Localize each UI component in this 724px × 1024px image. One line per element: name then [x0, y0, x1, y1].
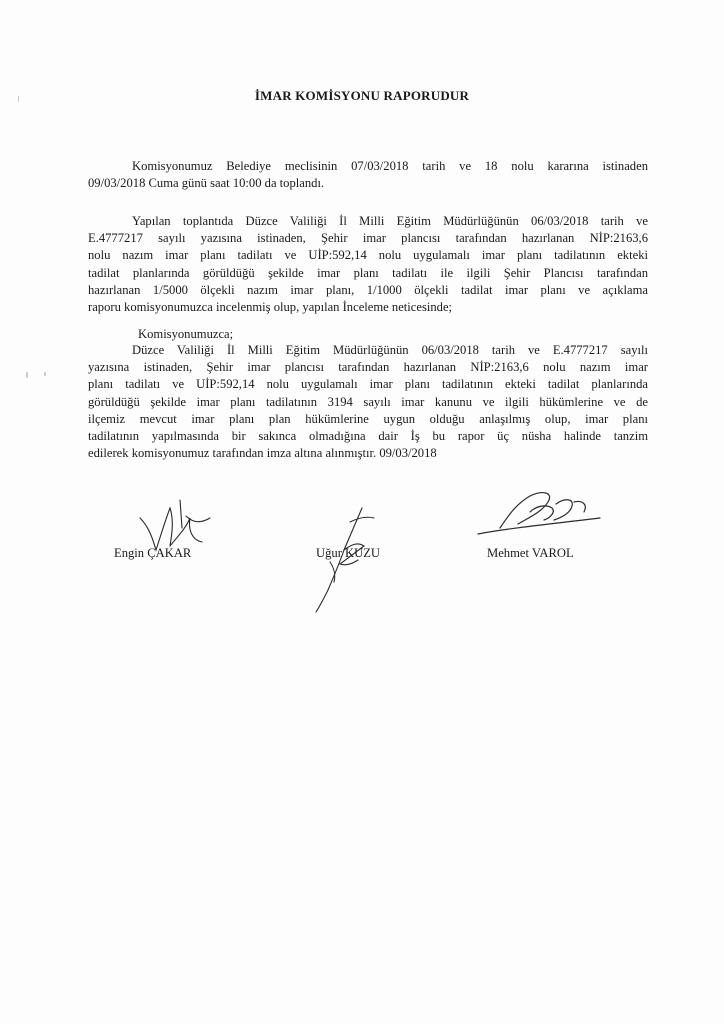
paragraph-line: Komisyonumuz Belediye meclisinin 07/03/2018 tarih ve 18 nolu kararına istinaden: [132, 159, 648, 173]
paragraph-line: ilçemiz mevcut imar planı plan hükümlerine uygun olduğu anlaşılmış olup, imar planı: [88, 411, 648, 426]
signatory-name: Uğur KUZU: [316, 546, 381, 560]
signature-mehmet-varol: [470, 482, 610, 542]
paragraph-line: E.4777217 sayılı yazısına istinaden, Şehir imar plancısı tarafından hazırlanan NİP:2163,6: [88, 231, 648, 246]
paragraph-line: 09/03/2018 Cuma günü saat 10:00 da toplandı.: [88, 176, 325, 191]
scan-speck: [26, 372, 28, 378]
paragraph-line: Komisyonumuzca;: [138, 327, 234, 341]
paragraph-review: [88, 213, 648, 316]
paragraph-line: hazırlanan 1/5000 ölçekli nazım imar planı, 1/1000 ölçekli tadilat imar planı ve açıklama: [88, 282, 648, 297]
paragraph-line: raporu komisyonumuzca incelenmiş olup, yapılan İnceleme neticesinde;: [88, 300, 453, 315]
paragraph-line: Düzce Valiliği İl Milli Eğitim Müdürlüğünün 06/03/2018 tarih ve E.4777217 sayılı: [132, 343, 648, 357]
signatory-name: Engin ÇAKAR: [114, 546, 192, 560]
paragraph-line: yazısına istinaden, Şehir imar plancısı tarafından hazırlanan NİP:2163,6 nolu nazım imar: [88, 360, 648, 375]
paragraph-line: görüldüğü şekilde imar planı tadilatının 3194 sayılı imar kanunu ve ilgili hükümlerine ve de: [88, 394, 648, 409]
scan-speck: [44, 372, 46, 376]
paragraph-decision-heading: [138, 326, 438, 343]
paragraph-decision: [88, 342, 648, 462]
paragraph-line: nolu nazım imar planı tadilatı ve UİP:592,14 nolu uygulamalı imar planı tadilatının ekteki: [88, 248, 648, 263]
paragraph-line: tadilat planlarında görüldüğü şekilde imar planı tadilatı ile ilgili Şehir Plancısı tarafından: [88, 265, 648, 280]
document-title: İMAR KOMİSYONU RAPORUDUR: [254, 88, 470, 103]
scan-speck: [18, 96, 19, 102]
paragraph-line: planı tadilatı ve UİP:592,14 nolu uygulamalı imar planı tadilatının ekteki tadilat planlarında: [88, 377, 648, 392]
paragraph-line: Yapılan toplantıda Düzce Valiliği İl Milli Eğitim Müdürlüğünün 06/03/2018 tarih ve: [132, 214, 648, 228]
paragraph-line: edilerek komisyonumuz tarafından imza altına alınmıştır. 09/03/2018: [88, 446, 437, 461]
paragraph-meeting: [88, 158, 648, 192]
paragraph-line: tadilatının yapılmasında bir sakınca olmadığına dair İş bu rapor üç nüsha halinde tanzim: [88, 429, 648, 444]
signatory-name: Mehmet VAROL: [487, 546, 574, 560]
